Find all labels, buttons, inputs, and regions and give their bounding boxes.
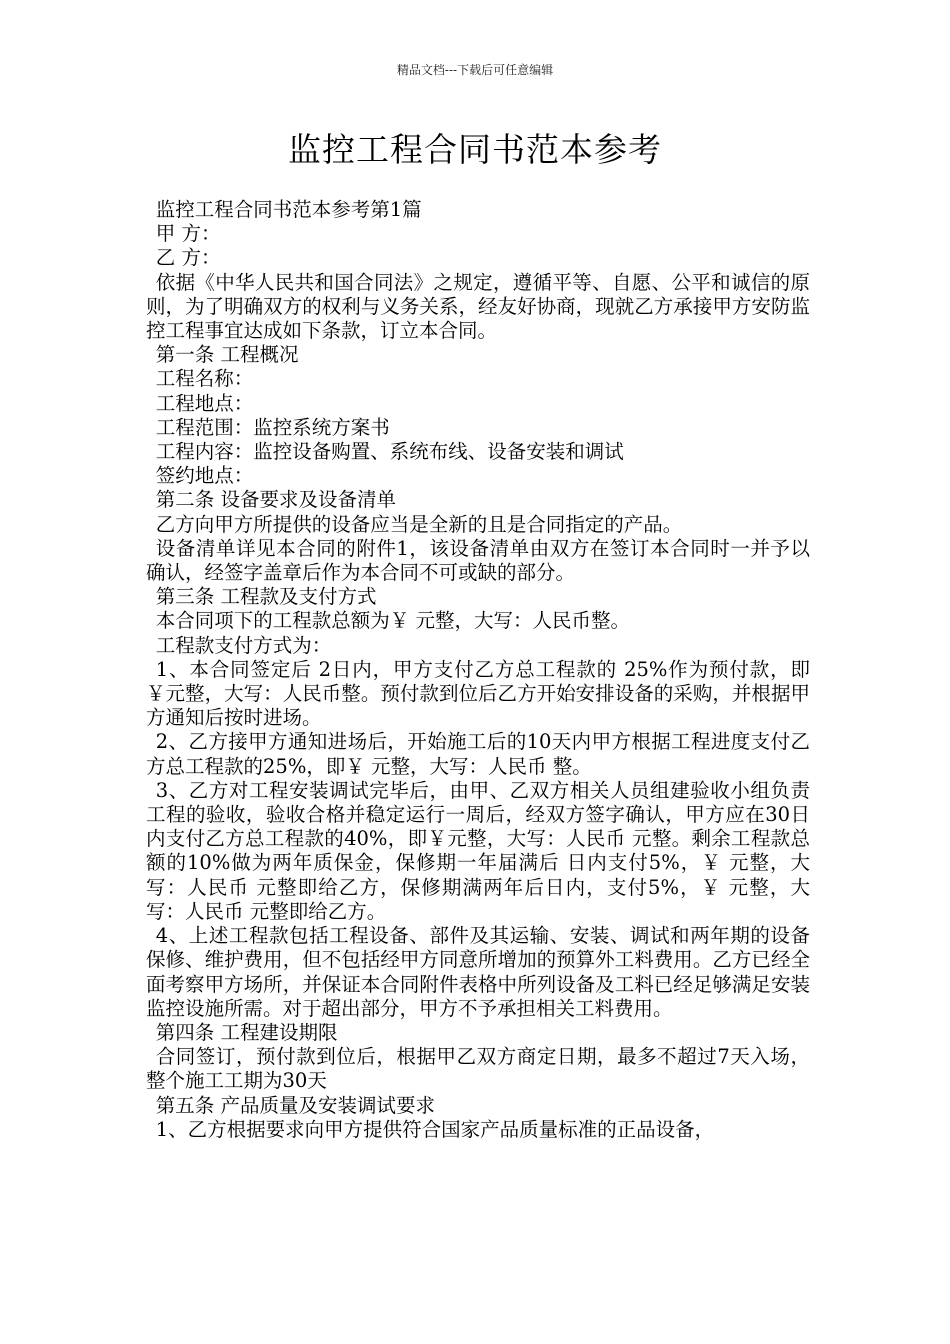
document-title: 监控工程合同书范本参考 [288,130,662,169]
paragraph-project-location: 工程地点： [155,391,254,415]
paragraph-signing-location: 签约地点： [155,464,254,488]
paragraph-project-content: 工程内容：监控设备购置、系统布线、设备安装和调试 [155,440,624,464]
paragraph-part-heading: 监控工程合同书范本参考第1篇 [155,198,422,221]
paragraph-payment-1: 1、本合同签定后 2日内，甲方支付乙方总工程款的 25%作为预付款，即￥元整，大写：人民币整。预付款到位后乙方开始安排设备的采购，并根据甲方通知后按时进场。 [146,657,810,730]
paragraph-party-b: 乙 方： [155,246,221,270]
paragraph-equipment-new: 乙方向甲方所提供的设备应当是全新的且是合同指定的产品。 [155,512,683,536]
article-4-heading: 第四条 工程建设期限 [155,1020,338,1044]
article-5-heading: 第五条 产品质量及安装调试要求 [155,1093,435,1117]
paragraph-payment-2: 2、乙方接甲方通知进场后，开始施工后的10天内甲方根据工程进度支付乙方总工程款的25%，即￥ 元整，大写：人民币 整。 [146,730,810,778]
paragraph-construction-period: 合同签订，预付款到位后，根据甲乙双方商定日期，最多不超过7天入场，整个施工工期为30天 [146,1045,810,1093]
paragraph-total-amount: 本合同项下的工程款总额为￥ 元整，大写：人民币整。 [155,609,630,633]
article-2-heading: 第二条 设备要求及设备清单 [155,488,396,512]
paragraph-payment-3: 3、乙方对工程安装调试完毕后，由甲、乙双方相关人员组建验收小组负责工程的验收，验收合格并稳定运行一周后，经双方签字确认，甲方应在30日内支付乙方总工程款的40%，即￥元整，大写：人民币 元整。剩余工程款总额的10%做为两年质保金，保修期一年届满后 日内支付5%，￥ 元整，大写：人民币 元整即给乙方，保修期满两年后日内，支付5%，￥ 元整，大写：人民币 元整即给乙方。 [146,778,810,923]
article-1-heading: 第一条 工程概况 [155,343,299,367]
paragraph-equipment-list: 设备清单详见本合同的附件1，该设备清单由双方在签订本合同时一并予以确认，经签字盖章后作为本合同不可或缺的部分。 [146,536,810,585]
document-body [146,198,810,1142]
paragraph-project-name: 工程名称： [155,367,254,391]
paragraph-payment-4: 4、上述工程款包括工程设备、部件及其运输、安装、调试和两年期的设备保修、维护费用，但不包括经甲方同意所增加的预算外工料费用。乙方已经全面考察甲方场所，并保证本合同附件表格中所列设备及工料已经足够满足安装监控设施所需。对于超出部分，甲方不予承担相关工料费用。 [146,924,810,1020]
paragraph-preamble: 依据《中华人民共和国合同法》之规定，遵循平等、自愿、公平和诚信的原则，为了明确双方的权利与义务关系，经友好协商，现就乙方承接甲方安防监控工程事宜达成如下条款，订立本合同。 [146,270,810,343]
article-3-heading: 第三条 工程款及支付方式 [155,585,377,609]
paragraph-party-a: 甲 方： [155,222,221,246]
paragraph-project-scope: 工程范围：监控系统方案书 [155,415,390,439]
header-note: 精品文档---下载后可任意编辑 [396,63,554,77]
paragraph-quality-1: 1、乙方根据要求向甲方提供符合国家产品质量标准的正品设备， [155,1117,715,1141]
paragraph-payment-method: 工程款支付方式为： [155,633,332,657]
